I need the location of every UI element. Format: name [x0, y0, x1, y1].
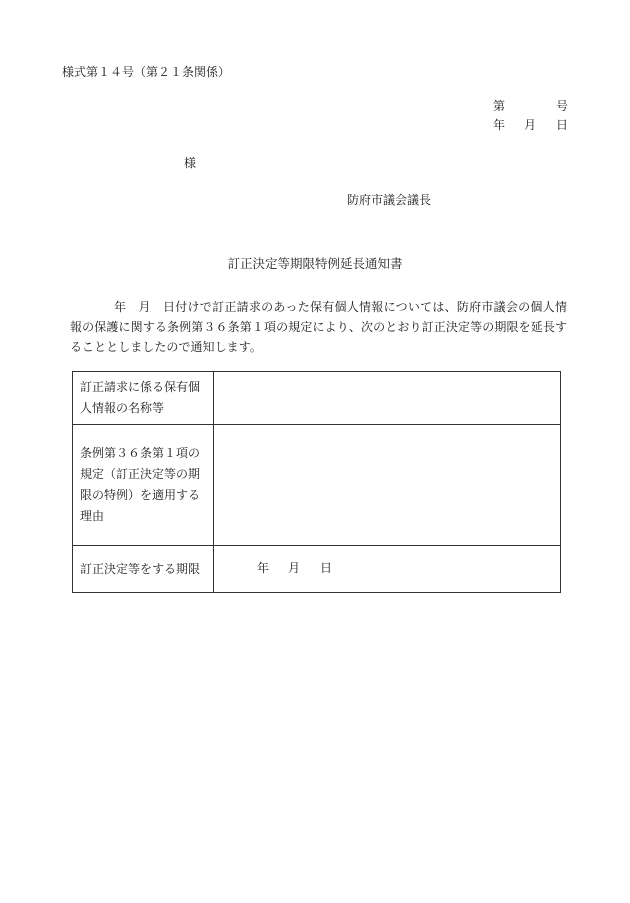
table-value — [214, 372, 561, 425]
deadline-month: 月 — [288, 561, 301, 575]
table-label: 訂正決定等をする期限 — [73, 546, 214, 593]
table-label: 訂正請求に係る保有個人情報の名称等 — [73, 372, 214, 425]
document-date-day: 日 — [556, 118, 569, 132]
document-number-prefix: 第 — [493, 99, 506, 113]
table-row-reason — [73, 425, 561, 546]
table-row-information-name — [73, 372, 561, 425]
document-number-suffix: 号 — [556, 99, 569, 113]
body-text: 年 月 日付けで訂正請求のあった保有個人情報については、防府市議会の個人情報の保護に関する条例第３６条第１項の規定により、次のとおり訂正決定等の期限を延長することとしましたので通知します。 — [70, 300, 567, 354]
deadline-day: 日 — [320, 561, 333, 575]
document-number-date-block — [493, 100, 569, 138]
table-row-deadline — [73, 546, 561, 593]
deadline-year: 年 — [257, 561, 270, 575]
document-title: 訂正決定等期限特例延長通知書 — [227, 256, 403, 271]
information-table — [72, 371, 561, 593]
form-number: 様式第１４号（第２１条関係） — [62, 65, 231, 79]
document-date — [493, 119, 569, 133]
document-date-year: 年 — [493, 118, 506, 132]
deadline-date — [214, 546, 561, 593]
document-number — [493, 100, 569, 114]
table-value — [214, 425, 561, 546]
document-date-month: 月 — [524, 118, 537, 132]
sender: 防府市議会議長 — [347, 193, 432, 207]
table-label: 条例第３６条第１項の規定（訂正決定等の期限の特例）を適用する理由 — [73, 425, 214, 546]
addressee: 様 — [184, 156, 197, 170]
